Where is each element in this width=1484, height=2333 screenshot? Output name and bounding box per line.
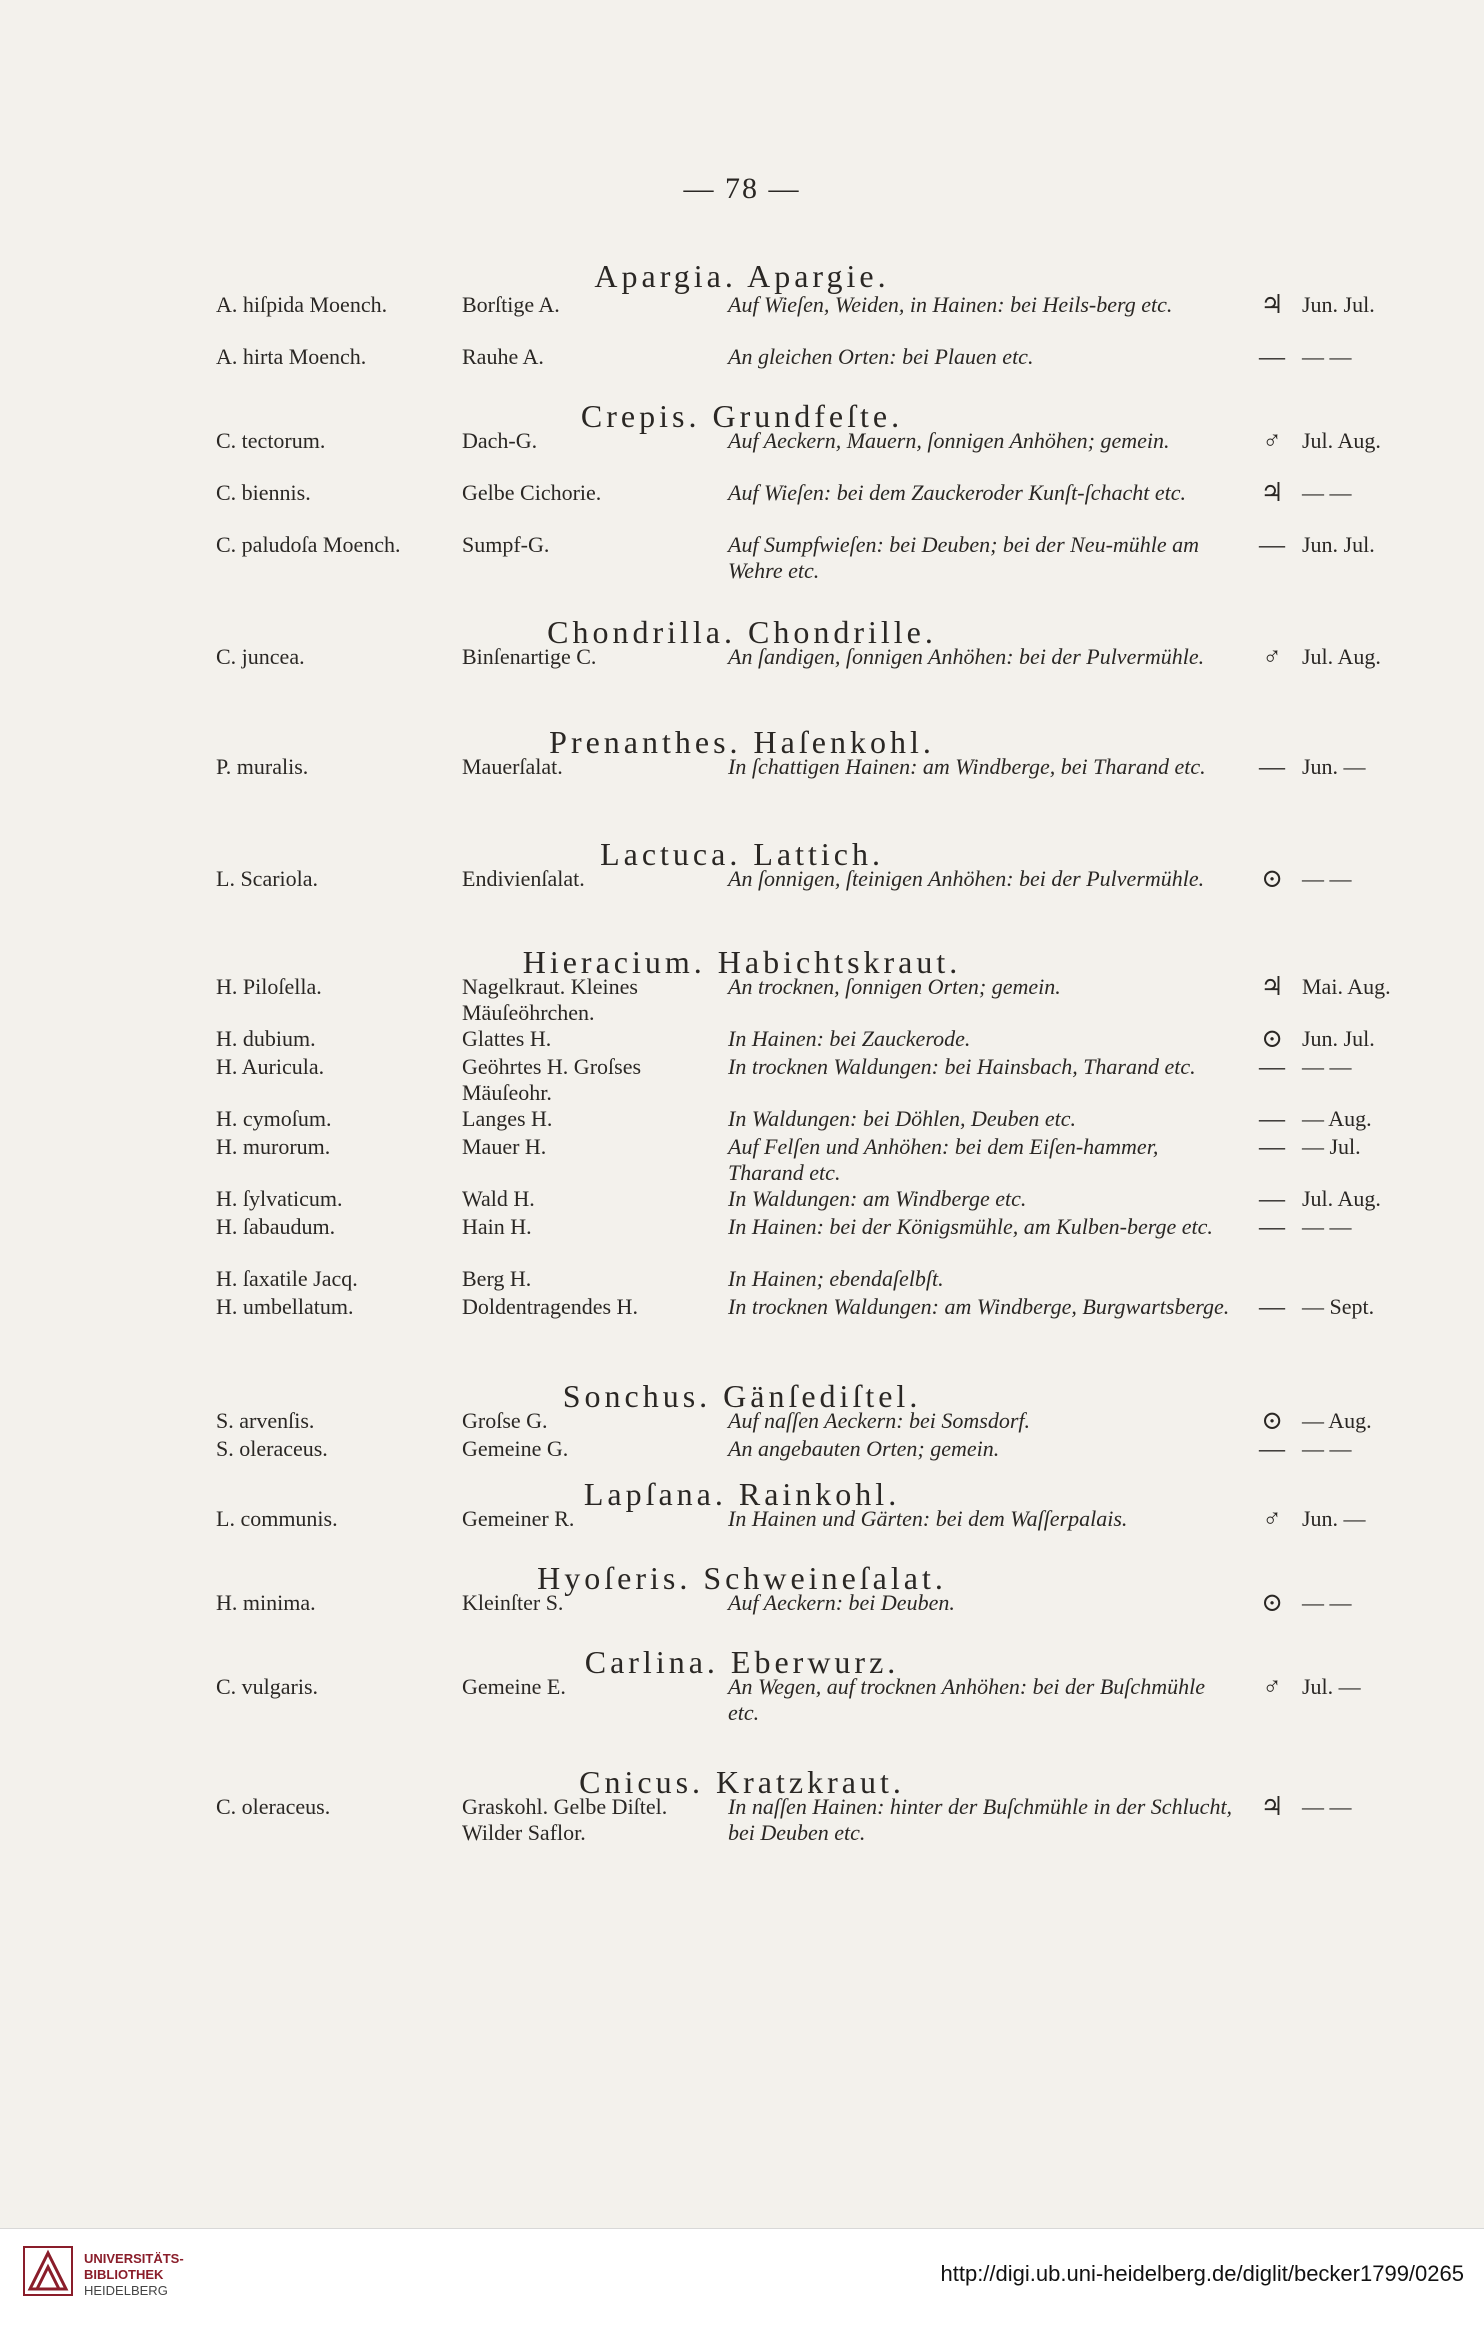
genus-heading: Hieracium. Habichtskraut.	[522, 944, 962, 980]
species-row	[0, 1674, 1484, 1726]
bloom-period: — Sept.	[1302, 1294, 1375, 1319]
bloom-period: — Jul.	[1302, 1134, 1361, 1159]
latin-name: C. vulgaris.	[216, 1674, 319, 1699]
german-name: Groſse G.	[462, 1408, 548, 1433]
german-name: Sumpf-G.	[462, 532, 550, 557]
genus-heading: Hyoſeris. Schweineſalat.	[537, 1560, 947, 1596]
genus-heading: Lapſana. Rainkohl.	[583, 1476, 901, 1512]
lifecycle-symbol: ♃	[1260, 972, 1284, 1001]
lifecycle-symbol: ♃	[1260, 1792, 1284, 1821]
bloom-period: Mai. Aug.	[1302, 974, 1391, 999]
genus-heading: Prenanthes. Haſenkohl.	[549, 724, 935, 760]
latin-name: L. Scariola.	[216, 866, 319, 891]
genus-heading: Chondrilla. Chondrille.	[547, 614, 937, 650]
lifecycle-symbol: —	[1259, 1132, 1285, 1161]
lifecycle-symbol: ♃	[1260, 290, 1284, 319]
bloom-period: — —	[1302, 480, 1352, 505]
habitat-text: An trocknen, ſonnigen Orten; gemein.	[728, 974, 1061, 999]
genus-heading: Crepis. Grundfeſte.	[580, 398, 904, 434]
lifecycle-symbol: —	[1259, 1184, 1285, 1213]
habitat-text: In Waldungen: am Windberge etc.	[728, 1186, 1027, 1211]
species-row	[0, 1026, 1484, 1052]
german-name: Glattes H.	[462, 1026, 552, 1051]
latin-name: H. cymoſum.	[216, 1106, 332, 1131]
bloom-period: Jun. —	[1302, 754, 1366, 779]
latin-name: A. hirta Moench.	[216, 344, 367, 369]
habitat-text: In Hainen: bei Zauckerode.	[728, 1026, 971, 1051]
latin-name: P. muralis.	[216, 754, 309, 779]
habitat-text: An ſandigen, ſonnigen Anhöhen: bei der Pulvermühle.	[728, 644, 1205, 669]
genus-heading: Lactuca. Lattich.	[600, 836, 884, 872]
latin-name: H. umbellatum.	[216, 1294, 354, 1319]
bloom-period: Jul. —	[1302, 1674, 1361, 1699]
genus-heading: Sonchus. Gänſediſtel.	[562, 1378, 922, 1414]
latin-name: S. oleraceus.	[216, 1436, 328, 1461]
latin-name: H. dubium.	[216, 1026, 316, 1051]
library-name	[84, 2251, 184, 2299]
lifecycle-symbol: —	[1259, 1434, 1285, 1463]
genus-heading: Cnicus. Kratzkraut.	[579, 1764, 905, 1800]
german-name: Langes H.	[462, 1106, 553, 1131]
latin-name: C. juncea.	[216, 644, 305, 669]
bloom-period: — —	[1302, 1214, 1352, 1239]
species-row	[0, 1106, 1484, 1132]
german-name: Gemeiner R.	[462, 1506, 575, 1531]
species-row	[0, 1590, 1484, 1616]
german-name: Berg H.	[462, 1266, 532, 1291]
bloom-period: — —	[1302, 866, 1352, 891]
lifecycle-symbol: ⊙	[1261, 1024, 1283, 1053]
lifecycle-symbol: ♂	[1262, 642, 1282, 671]
habitat-text: An ſonnigen, ſteinigen Anhöhen: bei der Pulvermühle.	[728, 866, 1205, 891]
bloom-period: — —	[1302, 1054, 1352, 1079]
german-name: Binſenartige C.	[462, 644, 597, 669]
habitat-text: Auf Wieſen, Weiden, in Hainen: bei Heils-berg etc.	[728, 292, 1173, 317]
species-row	[0, 866, 1484, 918]
species-row	[0, 1794, 1484, 1872]
species-row	[0, 644, 1484, 696]
footer-bar	[0, 2228, 1484, 2333]
latin-name: C. paludoſa Moench.	[216, 532, 401, 557]
habitat-text: Auf Wieſen: bei dem Zauckeroder Kunſt-ſchacht etc.	[728, 480, 1186, 505]
latin-name: C. tectorum.	[216, 428, 326, 453]
german-name: Mauer H.	[462, 1134, 547, 1159]
library-logo-icon	[20, 2243, 76, 2299]
bloom-period: — —	[1302, 1590, 1352, 1615]
species-row	[0, 974, 1484, 1026]
bloom-period: — Aug.	[1302, 1408, 1372, 1433]
latin-name: H. minima.	[216, 1590, 316, 1615]
bloom-period: Jun. Jul.	[1302, 292, 1375, 317]
german-name: Kleinſter S.	[462, 1590, 564, 1615]
bloom-period: Jun. Jul.	[1302, 532, 1375, 557]
genus-heading: Carlina. Eberwurz.	[584, 1644, 900, 1680]
latin-name: H. ſabaudum.	[216, 1214, 336, 1239]
lifecycle-symbol: ♂	[1262, 1504, 1282, 1533]
genus-heading: Apargia. Apargie.	[594, 258, 890, 294]
habitat-text: Auf Felſen und Anhöhen: bei dem Eiſen-hammer, Tharand etc.	[728, 1134, 1159, 1185]
german-name: Mauerſalat.	[462, 754, 563, 779]
latin-name: H. ſylvaticum.	[216, 1186, 343, 1211]
latin-name: H. Piloſella.	[216, 974, 322, 999]
german-name: Graskohl. Gelbe Diſtel. Wilder Saflor.	[462, 1794, 668, 1845]
species-row	[0, 532, 1484, 584]
species-row	[0, 480, 1484, 532]
german-name: Endivienſalat.	[462, 866, 585, 891]
latin-name: S. arvenſis.	[216, 1408, 315, 1433]
german-name: Borſtige A.	[462, 292, 560, 317]
lifecycle-symbol: —	[1259, 530, 1285, 559]
lifecycle-symbol: —	[1259, 342, 1285, 371]
bloom-period: — —	[1302, 1436, 1352, 1461]
bloom-period: Jul. Aug.	[1302, 1186, 1381, 1211]
german-name: Gemeine E.	[462, 1674, 566, 1699]
species-row	[0, 1134, 1484, 1186]
german-name: Wald H.	[462, 1186, 535, 1211]
species-row	[0, 428, 1484, 480]
german-name: Nagelkraut. Kleines Mäuſeöhrchen.	[462, 974, 638, 1025]
lifecycle-symbol: ⊙	[1261, 864, 1283, 893]
species-row	[0, 1186, 1484, 1212]
habitat-text: In ſchattigen Hainen: am Windberge, bei Tharand etc.	[728, 754, 1206, 779]
habitat-text: Auf Aeckern: bei Deuben.	[728, 1590, 955, 1615]
lifecycle-symbol: ⊙	[1261, 1588, 1283, 1617]
latin-name: L. communis.	[216, 1506, 338, 1531]
bloom-period: — —	[1302, 1794, 1352, 1819]
lifecycle-symbol: —	[1259, 752, 1285, 781]
species-row	[0, 1408, 1484, 1434]
habitat-text: Auf naſſen Aeckern: bei Somsdorf.	[728, 1408, 1031, 1433]
habitat-text: In Hainen: bei der Königsmühle, am Kulben-berge etc.	[728, 1214, 1213, 1239]
species-row	[0, 1266, 1484, 1292]
habitat-text: An angebauten Orten; gemein.	[728, 1436, 1000, 1461]
species-row	[0, 1054, 1484, 1106]
german-name: Gelbe Cichorie.	[462, 480, 602, 505]
habitat-text: In trocknen Waldungen: bei Hainsbach, Tharand etc.	[728, 1054, 1196, 1079]
species-row	[0, 344, 1484, 370]
species-row	[0, 1214, 1484, 1266]
library-line-3: HEIDELBERG	[84, 2283, 168, 2298]
species-row	[0, 1506, 1484, 1532]
bloom-period: Jun. —	[1302, 1506, 1366, 1531]
latin-name: H. murorum.	[216, 1134, 331, 1159]
bloom-period: Jun. Jul.	[1302, 1026, 1375, 1051]
lifecycle-symbol: —	[1259, 1212, 1285, 1241]
habitat-text: An Wegen, auf trocknen Anhöhen: bei der Buſchmühle etc.	[728, 1674, 1205, 1725]
german-name: Geöhrtes H. Groſses Mäuſeohr.	[462, 1054, 642, 1105]
habitat-text: In Hainen; ebendaſelbſt.	[728, 1266, 944, 1291]
bloom-period: Jul. Aug.	[1302, 644, 1381, 669]
lifecycle-symbol: —	[1259, 1052, 1285, 1081]
lifecycle-symbol: ♃	[1260, 478, 1284, 507]
latin-name: C. biennis.	[216, 480, 311, 505]
german-name: Rauhe A.	[462, 344, 544, 369]
bloom-period: — —	[1302, 344, 1352, 369]
bloom-period: — Aug.	[1302, 1106, 1372, 1131]
species-row	[0, 754, 1484, 806]
species-row	[0, 1436, 1484, 1462]
lifecycle-symbol: ♂	[1262, 1672, 1282, 1701]
species-row	[0, 1294, 1484, 1346]
library-line-1: UNIVERSITÄTS-	[84, 2251, 184, 2266]
german-name: Doldentragendes H.	[462, 1294, 638, 1319]
page-number: — 78 —	[683, 172, 801, 205]
latin-name: C. oleraceus.	[216, 1794, 331, 1819]
german-name: Dach-G.	[462, 428, 538, 453]
lifecycle-symbol: —	[1259, 1292, 1285, 1321]
lifecycle-symbol: ⊙	[1261, 1406, 1283, 1435]
habitat-text: An gleichen Orten: bei Plauen etc.	[728, 344, 1034, 369]
lifecycle-symbol: —	[1259, 1104, 1285, 1133]
habitat-text: In Hainen und Gärten: bei dem Waſſerpalais.	[728, 1506, 1128, 1531]
habitat-text: In Waldungen: bei Döhlen, Deuben etc.	[728, 1106, 1077, 1131]
source-url[interactable]: http://digi.ub.uni-heidelberg.de/diglit/becker1799/0265	[940, 2261, 1464, 2286]
library-line-2: BIBLIOTHEK	[84, 2267, 164, 2282]
habitat-text: Auf Aeckern, Mauern, ſonnigen Anhöhen; gemein.	[728, 428, 1170, 453]
latin-name: H. ſaxatile Jacq.	[216, 1266, 358, 1291]
habitat-text: Auf Sumpfwieſen: bei Deuben; bei der Neu-mühle am Wehre etc.	[728, 532, 1200, 583]
habitat-text: In trocknen Waldungen: am Windberge, Burgwartsberge.	[728, 1294, 1230, 1319]
german-name: Gemeine G.	[462, 1436, 569, 1461]
latin-name: H. Auricula.	[216, 1054, 325, 1079]
species-row	[0, 292, 1484, 344]
bloom-period: Jul. Aug.	[1302, 428, 1381, 453]
lifecycle-symbol: ♂	[1262, 426, 1282, 455]
german-name: Hain H.	[462, 1214, 532, 1239]
habitat-text: In naſſen Hainen: hinter der Buſchmühle in der Schlucht, bei Deuben etc.	[728, 1794, 1233, 1845]
latin-name: A. hiſpida Moench.	[216, 292, 388, 317]
